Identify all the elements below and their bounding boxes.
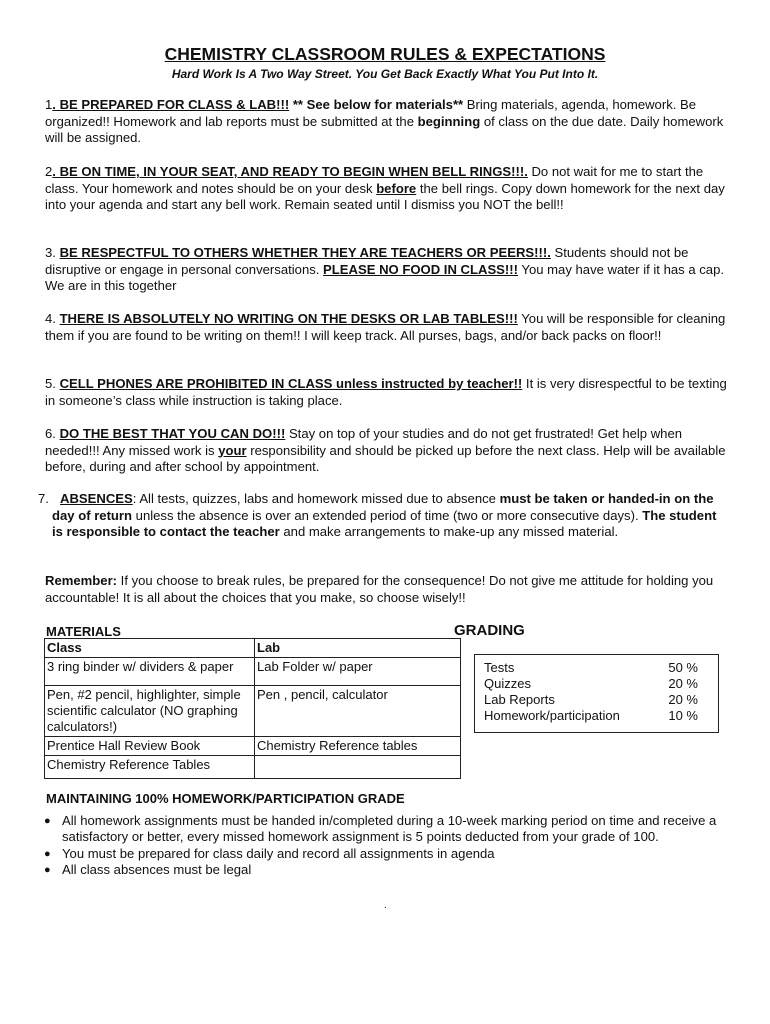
grading-percent: 50 % bbox=[668, 660, 698, 675]
rule-3 bbox=[45, 245, 727, 295]
rule-2-text-end: the bell rings. Copy down homework for the next day into your agenda and start any bell work. Remain seated until I dismiss you NOT the bell!! bbox=[45, 180, 725, 212]
column-header-class: Class bbox=[45, 639, 255, 658]
remember-note bbox=[45, 573, 727, 606]
grading-percent: 10 % bbox=[668, 708, 698, 723]
list-item bbox=[44, 813, 729, 846]
bullet-icon: ● bbox=[44, 863, 51, 876]
bullet-icon: ● bbox=[44, 847, 51, 860]
rule-5-heading: CELL PHONES ARE PROHIBITED IN CLASS unless instructed by teacher!! bbox=[59, 376, 523, 391]
rule-6-number: 6. bbox=[45, 426, 60, 441]
table-cell: Prentice Hall Review Book bbox=[45, 737, 255, 756]
rule-3-text-end: You may have water if it has a cap. We are in this together bbox=[45, 261, 724, 293]
table-row bbox=[45, 737, 461, 756]
rule-1-emphasis: beginning bbox=[417, 113, 481, 129]
rule-7-text-mid: unless the absence is over an extended period of time (two or more consecutive days). bbox=[132, 507, 643, 523]
table-cell: 3 ring binder w/ dividers & paper bbox=[45, 658, 255, 686]
rule-3-heading: BE RESPECTFUL TO OTHERS WHETHER THEY ARE TEACHERS OR PEERS!!!. bbox=[59, 245, 551, 260]
rule-1-text-end: of class on the due date. Daily homework will be assigned. bbox=[45, 113, 724, 145]
grading-percent: 20 % bbox=[668, 676, 698, 691]
table-cell: Pen, #2 pencil, highlighter, simple scientific calculator (NO graphing calculators!) bbox=[45, 686, 255, 737]
table-row bbox=[45, 756, 461, 779]
maintaining-heading: MAINTAINING 100% HOMEWORK/PARTICIPATION GRADE bbox=[46, 791, 405, 806]
grading-box bbox=[474, 654, 719, 733]
grading-row bbox=[484, 708, 708, 724]
rule-5-number: 5. bbox=[45, 376, 60, 391]
list-item bbox=[44, 862, 729, 878]
list-item-text: You must be prepared for class daily and record all assignments in agenda bbox=[62, 845, 495, 861]
grading-label: Tests bbox=[484, 660, 515, 675]
rule-7-text: : All tests, quizzes, labs and homework missed due to absence bbox=[132, 491, 500, 506]
grading-row bbox=[484, 692, 708, 708]
grading-heading: GRADING bbox=[454, 622, 525, 639]
rule-3-no-food: PLEASE NO FOOD IN CLASS!!! bbox=[323, 261, 519, 277]
rule-2-emphasis: before bbox=[376, 180, 417, 196]
table-row bbox=[45, 686, 461, 737]
rule-2-text: Do not wait for me to start the class. Your homework and notes should be on your desk bbox=[45, 164, 704, 196]
rule-7-contact: The student is responsible to contact the teacher bbox=[52, 507, 717, 539]
rule-2-number: 2 bbox=[45, 164, 53, 179]
rule-7-text-end: and make arrangements to make-up any missed material. bbox=[279, 524, 619, 539]
grading-percent: 20 % bbox=[668, 692, 698, 707]
table-cell bbox=[255, 756, 461, 779]
rule-1 bbox=[45, 97, 727, 147]
remember-label: Remember: bbox=[45, 573, 118, 588]
rule-7-heading: ABSENCES bbox=[60, 491, 133, 506]
page-subtitle: Hard Work Is A Two Way Street. You Get Back Exactly What You Put Into It. bbox=[171, 67, 599, 81]
page-title: CHEMISTRY CLASSROOM RULES & EXPECTATIONS bbox=[164, 44, 606, 64]
grading-row bbox=[484, 676, 708, 692]
list-item-text: All class absences must be legal bbox=[62, 861, 252, 877]
materials-heading: MATERIALS bbox=[46, 624, 121, 639]
rule-4 bbox=[45, 311, 727, 344]
rule-4-heading: THERE IS ABSOLUTELY NO WRITING ON THE DESKS OR LAB TABLES!!! bbox=[59, 311, 518, 326]
rule-6-text: Stay on top of your studies and do not get frustrated! Get help when needed!!! Any missed work is bbox=[45, 426, 683, 458]
list-item bbox=[44, 846, 729, 862]
rule-3-number: 3. bbox=[45, 245, 60, 260]
rule-5-text: It is very disrespectful to be texting in someone’s class while instruction is taking place. bbox=[45, 376, 727, 408]
bullet-icon: ● bbox=[44, 815, 51, 827]
rule-5 bbox=[45, 376, 727, 409]
table-cell: Pen , pencil, calculator bbox=[255, 686, 461, 737]
table-cell: Chemistry Reference tables bbox=[255, 737, 461, 756]
grading-label: Lab Reports bbox=[484, 692, 555, 707]
table-cell: Lab Folder w/ paper bbox=[255, 658, 461, 686]
rule-1-materials-note: ** See below for materials** bbox=[289, 97, 464, 112]
rule-6-text-end: responsibility and should be picked up before the next class. Help will be available before, during and after school by appointment. bbox=[45, 442, 726, 474]
table-row bbox=[45, 658, 461, 686]
grading-label: Quizzes bbox=[484, 676, 531, 691]
rule-7-emphasis: must be taken or handed-in on the day of return bbox=[52, 491, 714, 523]
remember-text: If you choose to break rules, be prepared for the consequence! Do not give me attitude for holding you accountable! It is all about the choices that you make, so choose wisely!! bbox=[45, 573, 714, 605]
grading-label: Homework/participation bbox=[484, 708, 620, 723]
rule-6-heading: DO THE BEST THAT YOU CAN DO!!! bbox=[59, 426, 286, 441]
table-cell: Chemistry Reference Tables bbox=[45, 756, 255, 779]
materials-table bbox=[44, 638, 461, 779]
rule-1-text: Bring materials, agenda, homework. Be organized!! Homework and lab reports must be submitted at the bbox=[45, 97, 697, 129]
rule-1-heading: . BE PREPARED FOR CLASS & LAB!!! bbox=[52, 97, 290, 112]
table-header-row bbox=[45, 639, 461, 658]
rule-6 bbox=[45, 426, 727, 476]
rule-6-emphasis: your bbox=[218, 442, 247, 458]
rule-7 bbox=[52, 491, 727, 541]
list-item-text: All homework assignments must be handed in/completed during a 10-week marking period on time and receive a satisfactory or better, every missed homework assignment is 5 points deducted from your grade of 100. bbox=[62, 813, 717, 845]
grading-row bbox=[484, 660, 708, 676]
rule-7-number: 7. bbox=[38, 491, 49, 506]
maintaining-list bbox=[44, 813, 729, 878]
rule-4-text: You will be responsible for cleaning them if you are found to be writing on them!! I will keep track. All purses, bags, and/or back packs on floor!! bbox=[45, 311, 726, 343]
rule-3-text: Students should not be disruptive or engage in personal conversations. bbox=[45, 245, 689, 277]
rule-2-heading: . BE ON TIME, IN YOUR SEAT, AND READY TO BEGIN WHEN BELL RINGS!!!. bbox=[52, 164, 528, 179]
rule-2 bbox=[45, 164, 727, 214]
column-header-lab: Lab bbox=[255, 639, 461, 658]
rule-4-number: 4. bbox=[45, 311, 60, 326]
rule-1-number: 1 bbox=[45, 97, 53, 112]
footer-mark: . bbox=[384, 900, 387, 911]
